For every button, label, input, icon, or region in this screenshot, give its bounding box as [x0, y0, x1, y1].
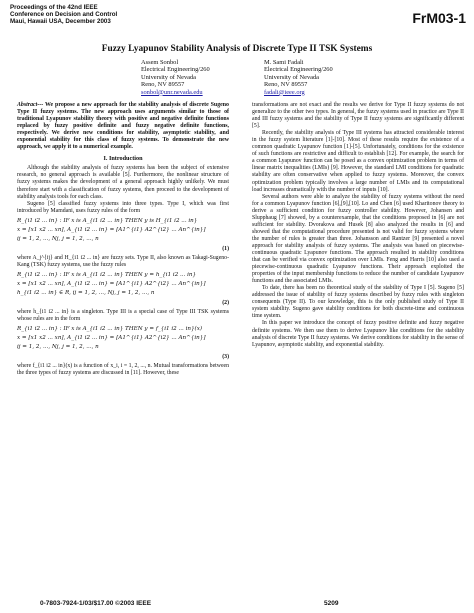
paragraph: where f_{i1 i2 ... in}(x) is a function of x_i, i = 1, 2, ..., n. Mutual transformations between the three types of fuzzy systems are discussed in [11]. However, these — [17, 363, 229, 377]
paragraph: To date, there has been no theoretical study of the stability of Type I [5]. Sugeno [5] addressed the issue of stability of fuzzy systems described by fuzzy rules with singleton consequents (Type II). To our knowledge, this is the only published study of Type II system stability. Sugeno gave stability conditions for both discrete-time and continuous time system. — [252, 285, 464, 320]
left-column — [17, 102, 229, 377]
abstract-text: We propose a new approach for the stability analysis of discrete Sugeno Type II fuzzy systems. The new approach uses arguments similar to those of traditional Lyapunov stability theory with positive and negative definite functions replaced by fuzzy positive definite and fuzzy negative definite functions, respectively. We derive new conditions for stability, asymptotic stability, and exponential stability for this class of fuzzy systems. To demonstrate the new approach, we apply it to a numerical example. — [17, 102, 229, 151]
equation-line: R_{i1 i2 ... in} : IF x is A_{i1 i2 ... in} THEN y = f_{i1 i2 ... in}(x) — [17, 325, 203, 332]
paper-title: Fuzzy Lyapunov Stability Analysis of Discrete Type II TSK Systems — [101, 44, 373, 54]
header-line: Maui, Hawaii USA, December 2003 — [10, 18, 111, 26]
author-block — [141, 59, 210, 96]
author-dept: Electrical Engineering/260 — [264, 66, 333, 74]
proceedings-header — [10, 4, 117, 26]
equation-number: (3) — [222, 353, 229, 360]
equation-line: x = [x1 x2 ... xn], A_{i1 i2 ... in} = [A1^{i1} A2^{i2} ... An^{in}] — [17, 334, 206, 341]
author-block — [264, 59, 333, 96]
paragraph: Sugeno [5] classified fuzzy systems into three types. Type I, which was first introduced by Mamdani, uses fuzzy rules of the form — [17, 200, 229, 214]
equation-line: R_{i1 i2 ... in} : IF x is A_{i1 i2 ... in} THEN y is H_{i1 i2 ... in} — [17, 217, 198, 224]
paragraph: where h_{i1 i2 ... in} is a singleton. Type III is a special case of Type III TSK systems whose rules are in the form — [17, 308, 229, 322]
author-name: M. Sami Fadali — [264, 59, 304, 66]
author-univ: University of Nevada — [141, 73, 197, 81]
equation-2 — [17, 271, 229, 298]
equation-line: x = [x1 x2 ... xn], A_{i1 i2 ... in} = [A1^{i1} A2^{i2} ... An^{in}] — [17, 280, 206, 287]
author-email-link[interactable]: sonbol@unr.nevada.edu — [141, 88, 203, 96]
equation-line: ij = 1, 2, ..., Nj, j = 1, 2, ..., n — [17, 235, 99, 242]
equation-number: (1) — [222, 245, 229, 252]
footer-isbn: 0-7803-7924-1/03/$17.00 ©2003 IEEE — [40, 600, 152, 607]
author-email-link[interactable]: fadali@ieee.org — [264, 88, 305, 96]
equation-line: x = [x1 x2 ... xn], A_{i1 i2 ... in} = [A1^{i1} A2^{i2} ... An^{in}] — [17, 226, 206, 233]
section-heading: I. Introduction — [103, 155, 143, 163]
paragraph: Recently, the stability analysis of Type III systems has attracted considerable interest in the fuzzy system literature [1]-[10]. Most of these results require the existence of a common quadratic Lyapunov function [1]-[5]. Unfortunately, conditions for the existence of such functions are restrictive and difficult to establish [12]. For example, the search for a common Lyapunov function can be posed as a convex optimization problem in terms of linear matrix inequalities (LMIs) [9]. However, the standard LMI conditions for quadratic stability are often conservative when applied to fuzzy systems. Moreover, the convex optimization problem typically involves a large number of LMIs and its computational load increases dramatically with the number of inputs [10]. — [252, 130, 464, 193]
right-column — [252, 102, 464, 349]
author-univ: University of Nevada — [264, 73, 320, 81]
paragraph: Several authors were able to analyze the stability of fuzzy systems without the need for a common Lyapunov function [6],[9],[10]. Lo and Chen [6] used Kharitonov theory to derive a sufficient condition for fuzzy controller stability. However, Johansen and Slupphaug [7] showed, by a counterexample, that the conditions proposed in [6] are not sufficient for stability. Dvorakova and Husek [8] also analyzed the results in [6] and showed that the computational procedure presented is not valid for fuzzy systems where the number of rules is greater than three. Johansson and Rantzer [9] presented a novel approach for stability analysis of fuzzy systems. The analysis was based on piecewise-continuous quadratic Lyapunov functions. The approach resulted in stability conditions that can be verified via convex optimization over LMIs. Feng and Harris [10] also used a piecewise-continuous quadratic Lyapunov functions. Their approach exploited the properties of the input membership functions to reduce the number of candidate Lyapunov functions and the associated LMIs. — [252, 193, 464, 285]
paragraph: where A_j^{ij} and H_{i1 i2 ... in} are fuzzy sets. Type II, also known as Takagi-Sugeno-Kang (TSK) fuzzy systems, use the fuzzy rules — [17, 254, 229, 268]
author-city: Reno, NV 89557 — [141, 81, 185, 89]
paragraph: transformations are not exact and the results we derive for Type II fuzzy systems do not generalize to the other two types. In general, the fuzzy systems used in practice are Type II and III fuzzy systems and the stability of Type II fuzzy systems are significantly different [5]. — [252, 102, 464, 130]
header-line: Conference on Decision and Control — [10, 11, 118, 19]
header-line: Proceedings of the 42nd IEEE — [10, 4, 98, 11]
equation-1 — [17, 217, 229, 244]
equation-number: (2) — [222, 299, 229, 306]
author-city: Reno, NV 89557 — [264, 81, 308, 89]
author-dept: Electrical Engineering/260 — [141, 66, 210, 74]
equation-line: ij = 1, 2, ..., Nj, j = 1, 2, ..., n — [17, 343, 99, 350]
equation-3 — [17, 325, 229, 352]
paragraph: Although the stability analysis of fuzzy systems has been the subject of extensive research, no general approach is available [5]. Furthermore, the nonlinear structure of fuzzy systems makes the development of a general approach highly unlikely. We must therefore start with a classification of fuzzy systems, then proceed to the development of stability analysis tools for each class. — [17, 165, 229, 200]
equation-line: h_{i1 i2 ... in} ∈ R, ij = 1, 2, ..., Nj, j = 1, 2, ..., n — [17, 289, 155, 296]
abstract-label: Abstract--- — [17, 102, 44, 108]
abstract — [17, 102, 229, 151]
page-number: 5209 — [324, 600, 339, 607]
author-name: Assem Sonbol — [141, 59, 179, 66]
session-code: FrM03-1 — [412, 10, 466, 26]
equation-line: R_{i1 i2 ... in} : IF x is A_{i1 i2 ... in} THEN y = h_{i1 i2 ... in} — [17, 271, 197, 278]
paragraph: In this paper we introduce the concept of fuzzy positive definite and fuzzy negative definite systems. We then use them to derive Lyapunov like conditions for the stability analysis of discrete Type II fuzzy systems. We derive conditions for stability in the sense of Lyapunov, asymptotic stability, and exponential stability. — [252, 320, 464, 348]
